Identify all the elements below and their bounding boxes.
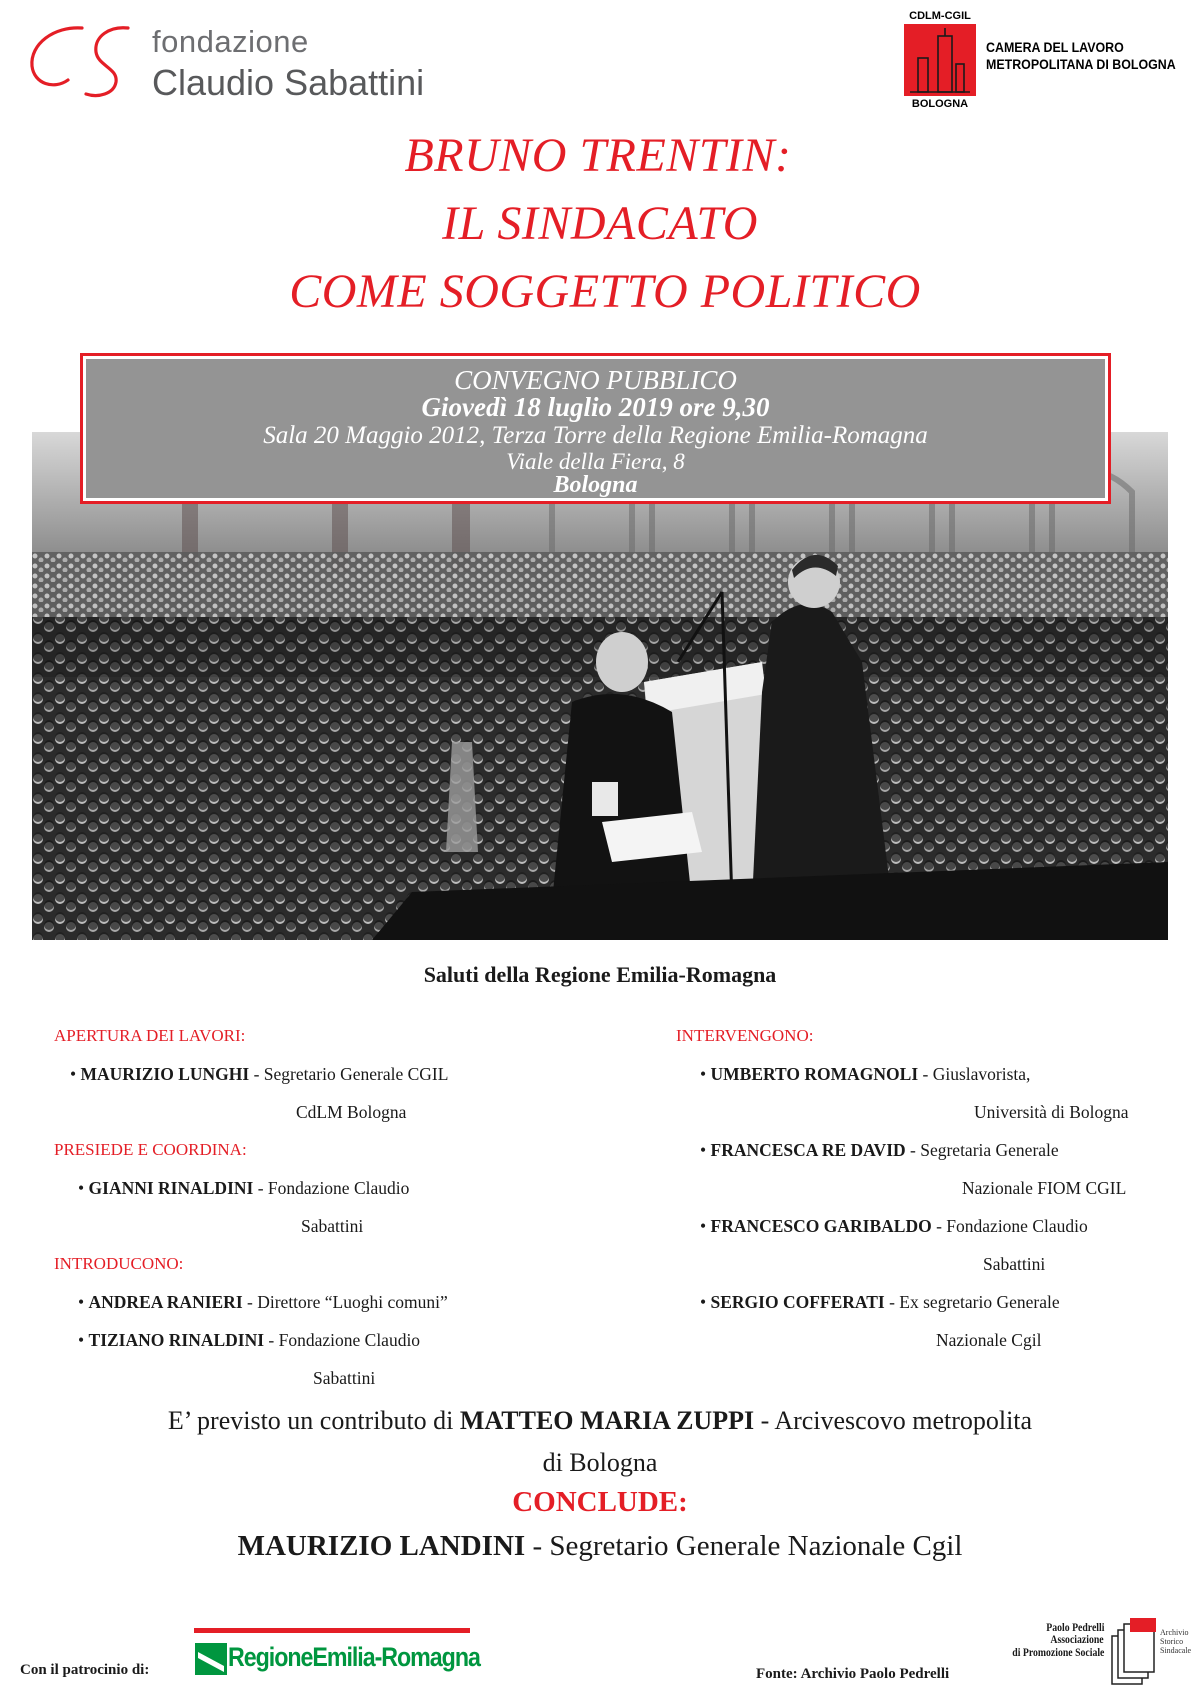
pedrelli-side-text [1160, 1628, 1191, 1655]
cgil-bottom-label: BOLOGNA [911, 98, 969, 110]
speaker-role: - Direttore “Luoghi comuni” [242, 1292, 448, 1312]
pedrelli-line3: di Promozione Sociale [1011, 1647, 1104, 1659]
conclude-name: MAURIZIO LANDINI [237, 1530, 526, 1562]
speaker-role: - Giuslavorista, [918, 1064, 1031, 1084]
event-date: Giovedì 18 luglio 2019 ore 9,30 [421, 392, 770, 422]
speaker-role-cont: Sabattini [313, 1368, 376, 1388]
title-line-2: IL SINDACATO [442, 197, 758, 250]
pedrelli-line1: Paolo Pedrelli [1045, 1622, 1104, 1634]
contribution-role: - Arcivescovo metropolita [754, 1406, 1033, 1435]
contribution-role-cont: di Bologna [542, 1448, 658, 1477]
speaker-role-cont: Università di Bologna [974, 1102, 1129, 1122]
foundation-label: fondazione [152, 24, 309, 59]
heading-apertura: APERTURA DEI LAVORI: [54, 1026, 246, 1045]
pedrelli-line2: Associazione [1050, 1634, 1104, 1646]
pedrelli-side1: Archivio [1160, 1628, 1189, 1637]
speaker-item: • ANDREA RANIERI - Direttore “Luoghi comuni” [78, 1292, 448, 1312]
cgil-top-label: CDLM-CGIL [909, 10, 971, 22]
speaker-item: • FRANCESCA RE DAVID - Segretaria Generale [700, 1140, 1059, 1160]
region-logo-bar [194, 1628, 470, 1633]
speaker-role: - Fondazione Claudio [253, 1178, 410, 1198]
speaker-item: • UMBERTO ROMAGNOLI - Giuslavorista, [700, 1064, 1031, 1084]
foundation-name: Claudio Sabattini [152, 62, 425, 103]
pedrelli-logo [1010, 1612, 1190, 1692]
pedrelli-side2: Storico [1160, 1637, 1184, 1646]
contribution-prefix: E’ previsto un contributo di [167, 1406, 460, 1435]
heading-intervengono: INTERVENGONO: [676, 1026, 814, 1045]
heading-presiede: PRESIEDE E COORDINA: [54, 1140, 247, 1159]
speaker-role: - Ex segretario Generale [884, 1292, 1060, 1312]
speaker-role: - Segretario Generale CGIL [249, 1064, 449, 1084]
photo-crowd-speaker-icon [32, 432, 1168, 940]
event-info-box [80, 353, 1111, 504]
speaker-role-cont: Nazionale FIOM CGIL [962, 1178, 1127, 1198]
conclude-role: - Segretario Generale Nazionale Cgil [525, 1530, 963, 1562]
contribution-line [0, 1406, 1200, 1436]
region-logo-text: RegioneEmilia-Romagna [228, 1642, 480, 1672]
speaker-name: GIANNI RINALDINI [88, 1178, 254, 1198]
title-line-1: BRUNO TRENTIN: [404, 129, 792, 182]
event-info-panel [86, 359, 1105, 498]
event-city: Bologna [553, 472, 638, 498]
contribution-name: MATTEO MARIA ZUPPI [459, 1406, 755, 1435]
event-photo [32, 432, 1168, 940]
event-venue: Sala 20 Maggio 2012, Terza Torre della Regione Emilia-Romagna [263, 422, 928, 449]
title-line-3: COME SOGGETTO POLITICO [289, 265, 921, 318]
foundation-logo [24, 22, 494, 102]
event-type: CONVEGNO PUBBLICO [454, 365, 737, 395]
speaker-role: - Fondazione Claudio [264, 1330, 421, 1350]
region-emblem-icon [194, 1642, 228, 1676]
speaker-role-cont: Sabattini [983, 1254, 1046, 1274]
speaker-name: ANDREA RANIERI [88, 1292, 243, 1312]
foundation-mark-icon [24, 22, 144, 102]
speaker-name: FRANCESCA RE DAVID [710, 1140, 906, 1160]
speaker-item: • TIZIANO RINALDINI - Fondazione Claudio [78, 1330, 421, 1350]
page-title [0, 122, 1200, 326]
cgil-logo [902, 10, 1192, 110]
cgil-red-square [904, 24, 976, 96]
speaker-item: • FRANCESCO GARIBALDO - Fondazione Claudio [700, 1216, 1088, 1236]
source-credit: Fonte: Archivio Paolo Pedrelli [756, 1666, 950, 1682]
archive-pages-icon [1110, 1614, 1158, 1688]
heading-introducono: INTRODUCONO: [54, 1254, 184, 1273]
speaker-name: MAURIZIO LUNGHI [80, 1064, 250, 1084]
conclude-line [0, 1530, 1200, 1563]
speaker-item: • MAURIZIO LUNGHI - Segretario Generale CGIL [70, 1064, 449, 1084]
cgil-name-line1: CAMERA DEL LAVORO [986, 40, 1124, 55]
speaker-name: FRANCESCO GARIBALDO [710, 1216, 932, 1236]
greetings-line: Saluti della Regione Emilia-Romagna [423, 962, 777, 987]
cgil-name-line2: METROPOLITANA DI BOLOGNA [986, 57, 1176, 72]
speaker-name: TIZIANO RINALDINI [88, 1330, 265, 1350]
event-address: Viale della Fiera, 8 [506, 449, 685, 474]
conclude-heading: CONCLUDE: [512, 1486, 688, 1518]
speaker-role-cont: CdLM Bologna [296, 1102, 407, 1122]
speaker-item: • SERGIO COFFERATI - Ex segretario Generale [700, 1292, 1060, 1312]
towers-icon [904, 24, 976, 96]
speaker-name: SERGIO COFFERATI [710, 1292, 885, 1312]
speaker-role-cont: Sabattini [301, 1216, 364, 1236]
patronage-label: Con il patrocinio di: [20, 1662, 150, 1678]
region-logo [194, 1628, 480, 1684]
speaker-name: UMBERTO ROMAGNOLI [710, 1064, 919, 1084]
speaker-role: - Fondazione Claudio [931, 1216, 1088, 1236]
speaker-role: - Segretaria Generale [905, 1140, 1059, 1160]
speaker-item: • GIANNI RINALDINI - Fondazione Claudio [78, 1178, 410, 1198]
speaker-role-cont: Nazionale Cgil [936, 1330, 1042, 1350]
pedrelli-side3: Sindacale [1160, 1646, 1192, 1655]
